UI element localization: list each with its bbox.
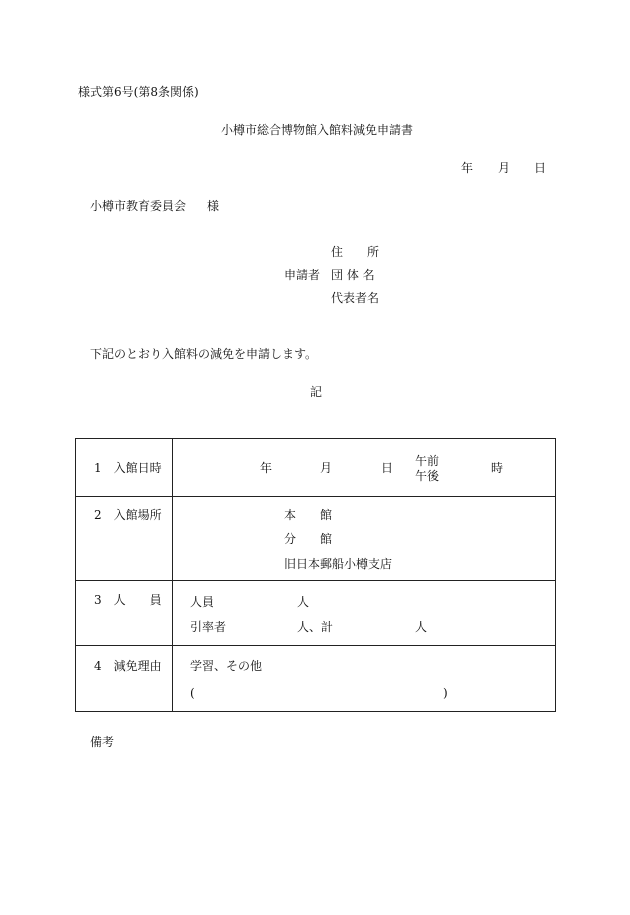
location-option-nyk-branch[interactable]: 旧日本郵船小樽支店 bbox=[284, 557, 393, 571]
table-column-divider bbox=[172, 439, 173, 711]
leaders-unit: 人、計 bbox=[297, 620, 334, 634]
intro-text: 下記のとおり入館料の減免を申請します。 bbox=[90, 347, 318, 361]
people-unit: 人 bbox=[297, 595, 310, 609]
location-option-branch[interactable]: 分 館 bbox=[284, 532, 333, 546]
entry-year-field[interactable]: 年 bbox=[260, 461, 273, 475]
date-month: 月 bbox=[498, 161, 511, 175]
reason-input[interactable] bbox=[200, 685, 440, 701]
form-number: 様式第6号(第8条関係) bbox=[78, 85, 199, 99]
entry-hour-field[interactable]: 時 bbox=[491, 461, 504, 475]
applicant-group-label: 団 体 名 bbox=[331, 268, 375, 282]
form-title: 小樽市総合博物館入館料減免申請書 bbox=[221, 123, 414, 137]
entry-pm-option[interactable]: 午後 bbox=[415, 469, 440, 483]
table-row-divider bbox=[76, 645, 555, 646]
ki-marker: 記 bbox=[310, 385, 323, 399]
applicant-label: 申請者 bbox=[284, 268, 321, 282]
date-year: 年 bbox=[461, 161, 474, 175]
row-label-entry-location: 2 入館場所 bbox=[94, 508, 162, 522]
row-label-people-count: 3 人 員 bbox=[94, 593, 162, 607]
table-row-divider bbox=[76, 580, 555, 581]
leaders-label: 引率者 bbox=[190, 620, 227, 634]
entry-am-option[interactable]: 午前 bbox=[415, 454, 440, 468]
reason-paren-close: ) bbox=[443, 686, 448, 700]
entry-month-field[interactable]: 月 bbox=[320, 461, 333, 475]
applicant-address-label: 住 所 bbox=[331, 245, 380, 259]
people-label: 人員 bbox=[190, 595, 215, 609]
form-table bbox=[75, 438, 556, 712]
addressee-honorific: 様 bbox=[207, 199, 220, 213]
total-unit: 人 bbox=[415, 620, 428, 634]
remarks-label: 備考 bbox=[90, 735, 115, 749]
table-row-divider bbox=[76, 496, 555, 497]
applicant-representative-label: 代表者名 bbox=[331, 291, 380, 305]
row-label-reduction-reason: 4 減免理由 bbox=[94, 659, 162, 673]
addressee-name: 小樽市教育委員会 bbox=[90, 199, 187, 213]
date-day: 日 bbox=[534, 161, 547, 175]
row-label-entry-datetime: 1 入館日時 bbox=[94, 461, 162, 475]
entry-day-field[interactable]: 日 bbox=[381, 461, 394, 475]
reason-paren-open: ( bbox=[190, 686, 195, 700]
location-option-main[interactable]: 本 館 bbox=[284, 508, 333, 522]
reason-text: 学習、その他 bbox=[190, 659, 263, 673]
